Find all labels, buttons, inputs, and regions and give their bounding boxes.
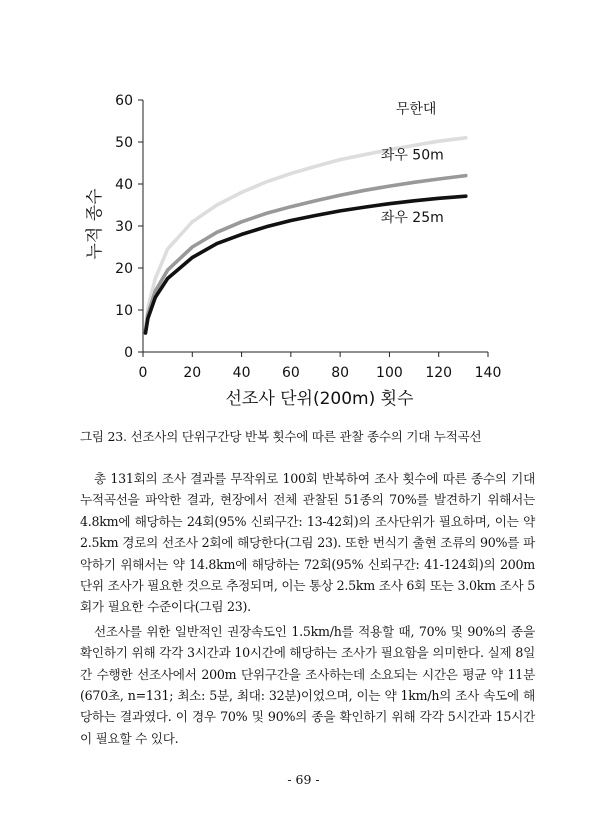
paragraph-2: 선조사를 위한 일반적인 권장속도인 1.5km/h를 적용할 때, 70% 및 90%의 종을 확인하기 위해 각각 3시간과 10시간에 해당하는 조사가 필요함을 의미한다. 실제 8일간 수행한 선조사에서 200m 단위구간을 조사하는데 소요되는 시간은 평균 약 11분(670초, n=131; 최소: 5분, 최대: 32분)이었으며, 이는 약 1km/h의 조사 속도에 해당하는 결과였다. 이 경우 70% 및 90%의 종을 확인하기 위해 각각 5시간과 15시간이 필요할 수 있다. bbox=[80, 623, 535, 746]
x-tick-label: 100 bbox=[376, 365, 403, 381]
series-label: 좌우 50m bbox=[380, 147, 444, 164]
x-tick-label: 140 bbox=[474, 365, 502, 381]
x-tick-label: 20 bbox=[183, 365, 202, 381]
series-label: 좌우 25m bbox=[380, 209, 444, 226]
x-tick-label: 80 bbox=[331, 365, 350, 381]
x-tick-label: 0 bbox=[138, 365, 148, 381]
y-tick-label: 20 bbox=[115, 261, 133, 277]
y-tick-label: 40 bbox=[115, 177, 133, 193]
y-tick-label: 10 bbox=[115, 303, 133, 319]
y-tick-label: 50 bbox=[115, 135, 133, 151]
page-number: - 69 - bbox=[287, 772, 320, 787]
x-axis-title: 선조사 단위(200m) 횟수 bbox=[225, 389, 414, 409]
series-label: 무한대 bbox=[395, 101, 437, 118]
chart-series-layer bbox=[146, 138, 466, 333]
y-tick-label: 30 bbox=[115, 219, 133, 235]
x-tick-label: 60 bbox=[281, 365, 300, 381]
y-tick-label: 60 bbox=[115, 93, 133, 109]
paragraph-1: 총 131회의 조사 결과를 무작위로 100회 반복하여 조사 횟수에 따른 종수의 기대 누적곡선을 파악한 결과, 현장에서 전체 관찰된 51종의 70%를 발견하기 위해서는 4.8km에 해당하는 24회(95% 신뢰구간: 13-42회)의 조사단위가 필요하며, 이는 약 2.5km 경로의 선조사 2회에 해당한다(그림 23). 또한 번식기 출현 조류의 90%를 파악하기 위해서는 약 14.8km에 해당하는 72회(95% 신뢰구간: 41-124회)의 200m 단위 조사가 필요한 것으로 추정되며, 이는 통상 2.5km 조사 6회 또는 3.0km 조사 5회가 필요한 수준이다(그림 23). bbox=[80, 471, 535, 615]
body-text bbox=[80, 468, 535, 749]
figure-caption: 그림 23. 선조사의 단위구간당 반복 횟수에 따른 관찰 종수의 기대 누적곡선 bbox=[80, 429, 482, 444]
chart-labels-layer bbox=[381, 100, 444, 225]
series-line bbox=[146, 138, 466, 329]
x-tick-label: 40 bbox=[232, 365, 251, 381]
y-axis-title: 누적 종수 bbox=[85, 188, 105, 260]
y-tick-label: 0 bbox=[124, 345, 133, 361]
x-tick-label: 120 bbox=[425, 365, 453, 381]
